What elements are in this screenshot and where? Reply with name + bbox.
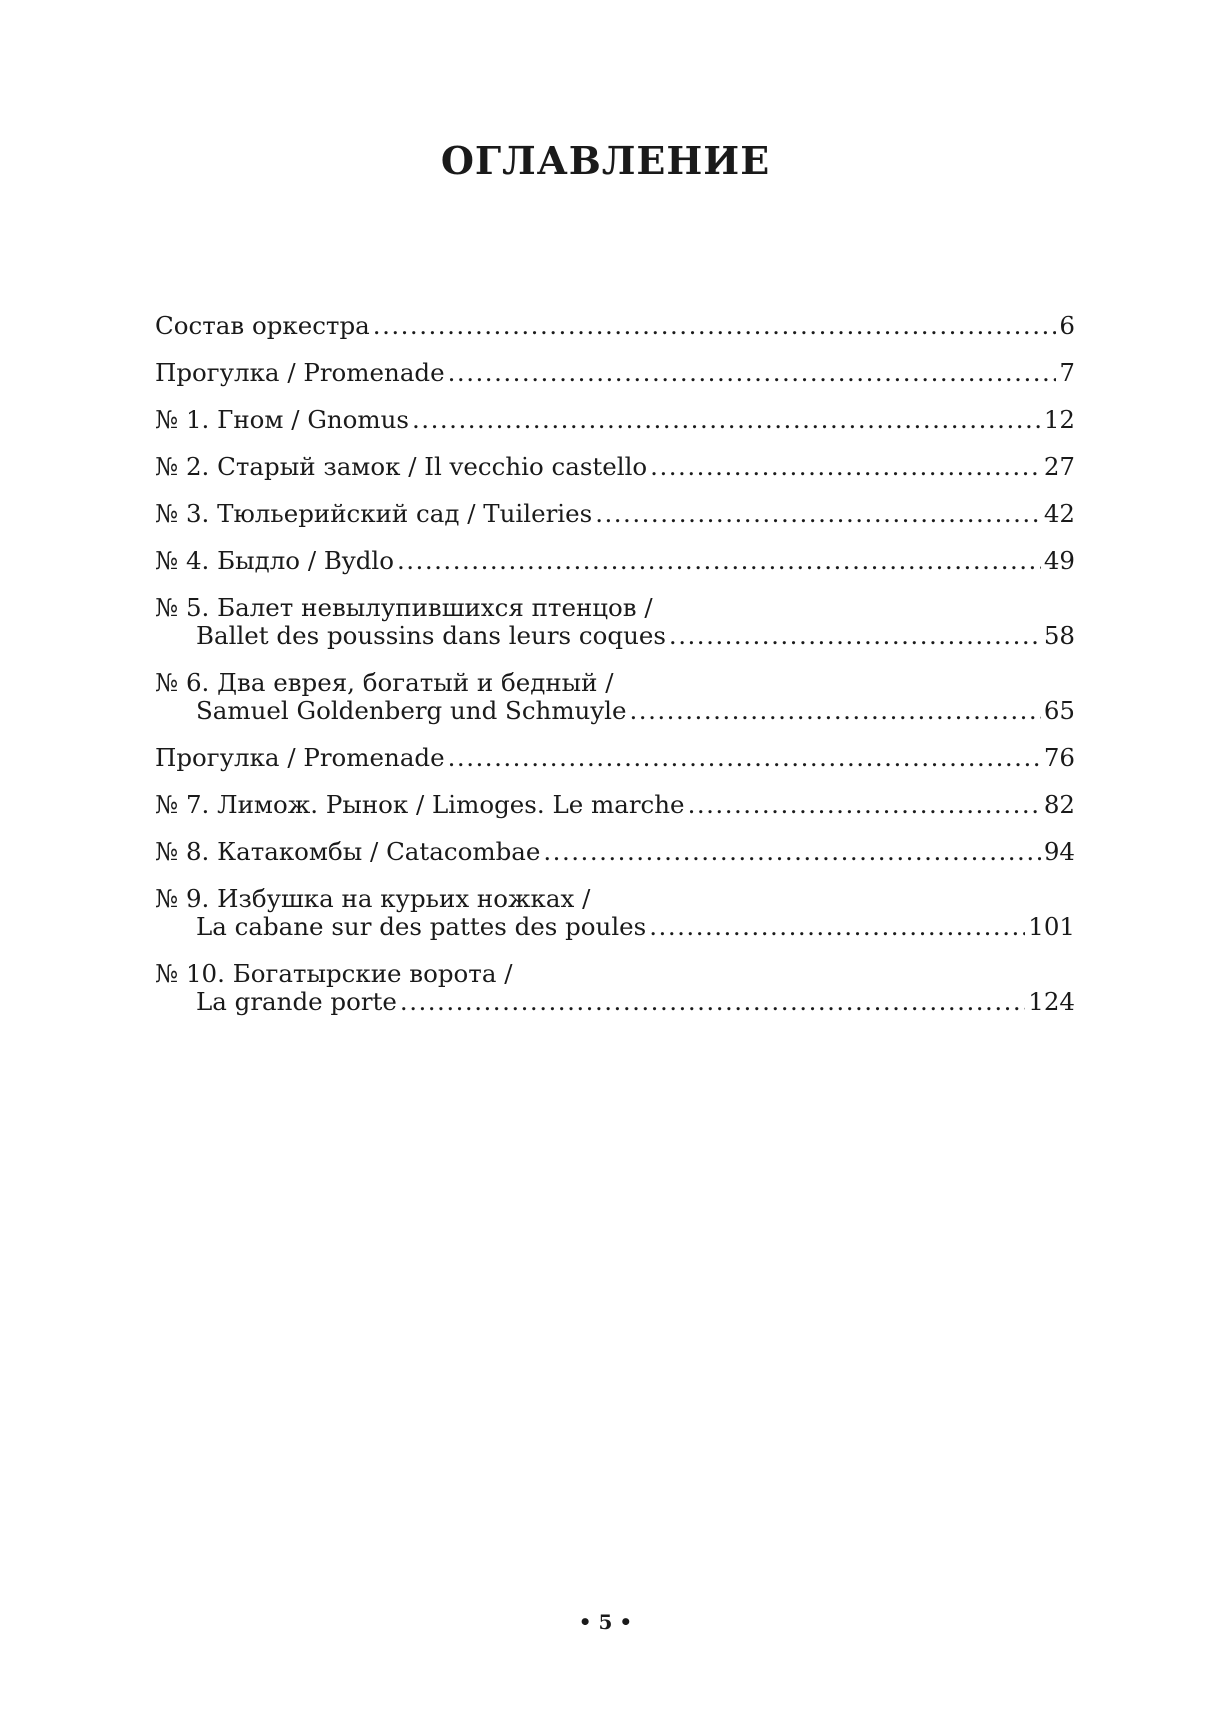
toc-entry[interactable] xyxy=(155,359,1075,387)
toc-entry-title: № 7. Лимож. Рынок / Limoges. Le marche xyxy=(155,790,685,819)
toc-entry[interactable] xyxy=(155,960,1075,1016)
toc-entry[interactable] xyxy=(155,791,1075,819)
dot-leader xyxy=(650,453,1041,481)
toc-entry-page: 7 xyxy=(1059,358,1075,387)
toc-entry-page: 6 xyxy=(1059,311,1075,340)
toc-entry-title: № 5. Балет невылупившихся птенцов / xyxy=(155,593,653,622)
toc-entry-page: 42 xyxy=(1043,499,1075,528)
table-of-contents xyxy=(155,312,1075,1035)
toc-entry[interactable] xyxy=(155,453,1075,481)
dot-leader xyxy=(669,622,1041,650)
toc-entry-subtitle: Samuel Goldenberg und Schmuyle xyxy=(196,696,627,725)
page-number: • 5 • xyxy=(578,1610,633,1634)
dot-leader xyxy=(630,697,1041,725)
page-title: ОГЛАВЛЕНИЕ xyxy=(440,138,771,183)
toc-entry-title: Состав оркестра xyxy=(155,311,370,340)
toc-entry[interactable] xyxy=(155,744,1075,772)
toc-entry[interactable] xyxy=(155,669,1075,725)
dot-leader xyxy=(400,988,1025,1016)
toc-entry-page: 58 xyxy=(1043,621,1075,650)
toc-entry-title: № 9. Избушка на курьих ножках / xyxy=(155,884,591,913)
toc-entry-page: 82 xyxy=(1043,790,1075,819)
toc-entry-page: 27 xyxy=(1043,452,1075,481)
toc-entry[interactable] xyxy=(155,547,1075,575)
dot-leader xyxy=(543,838,1040,866)
dot-leader xyxy=(373,312,1057,340)
toc-entry[interactable] xyxy=(155,406,1075,434)
dot-leader xyxy=(688,791,1041,819)
toc-entry-page: 12 xyxy=(1043,405,1075,434)
toc-entry[interactable] xyxy=(155,312,1075,340)
toc-entry-title: № 8. Катакомбы / Catacombae xyxy=(155,837,541,866)
toc-entry-page: 101 xyxy=(1028,912,1075,941)
toc-entry-title: № 1. Гном / Gnomus xyxy=(155,405,410,434)
toc-entry-title: Прогулка / Promenade xyxy=(155,358,445,387)
toc-entry[interactable] xyxy=(155,594,1075,650)
dot-leader xyxy=(649,913,1025,941)
toc-entry-title: № 10. Богатырские ворота / xyxy=(155,959,513,988)
toc-entry[interactable] xyxy=(155,885,1075,941)
toc-entry-title: № 3. Тюльерийский сад / Tuileries xyxy=(155,499,593,528)
toc-entry-page: 65 xyxy=(1043,696,1075,725)
toc-entry-subtitle: Ballet des poussins dans leurs coques xyxy=(196,621,666,650)
dot-leader xyxy=(412,406,1041,434)
dot-leader xyxy=(448,744,1041,772)
toc-entry-page: 124 xyxy=(1028,987,1075,1016)
dot-leader xyxy=(448,359,1057,387)
toc-entry-page: 49 xyxy=(1043,546,1075,575)
toc-entry[interactable] xyxy=(155,500,1075,528)
toc-entry-title: № 6. Два еврея, богатый и бедный / xyxy=(155,668,614,697)
toc-entry-subtitle: La grande porte xyxy=(196,987,397,1016)
toc-entry-page: 94 xyxy=(1043,837,1075,866)
toc-entry[interactable] xyxy=(155,838,1075,866)
toc-entry-title: № 2. Старый замок / Il vecchio castello xyxy=(155,452,648,481)
toc-entry-page: 76 xyxy=(1043,743,1075,772)
toc-entry-subtitle: La cabane sur des pattes des poules xyxy=(196,912,647,941)
toc-entry-title: Прогулка / Promenade xyxy=(155,743,445,772)
dot-leader xyxy=(397,547,1041,575)
toc-entry-title: № 4. Быдло / Bydlo xyxy=(155,546,394,575)
dot-leader xyxy=(595,500,1041,528)
